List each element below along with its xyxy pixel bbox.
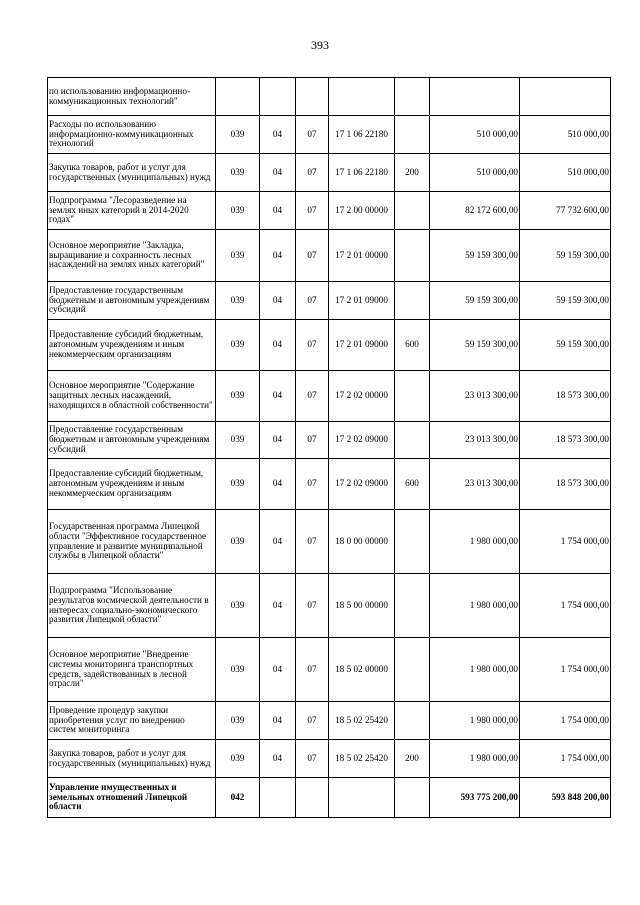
budget-table [47,77,611,818]
cell-sum-1: 1 980 000,00 [430,740,520,778]
table-row [48,282,611,320]
cell-pr: 07 [296,282,329,320]
cell-name: Расходы по использованию информационно-коммуникационных технологий [48,116,216,154]
cell-sum-2: 1 754 000,00 [520,740,611,778]
cell-csr: 17 2 01 00000 [329,230,395,282]
cell-ved: 039 [216,638,260,702]
cell-name: Управление имущественных и земельных отношений Липецкой области [48,778,216,818]
cell-vr [395,282,430,320]
cell-sum-2: 593 848 200,00 [520,778,611,818]
table-row [48,78,611,116]
cell-name: Основное мероприятие "Содержание защитных лесных насаждений, находящихся в областной собственности" [48,371,216,422]
cell-ved: 039 [216,371,260,422]
cell-ved: 039 [216,422,260,459]
cell-sum-1: 593 775 200,00 [430,778,520,818]
cell-rz: 04 [260,371,296,422]
cell-pr: 07 [296,320,329,371]
cell-sum-1: 59 159 300,00 [430,282,520,320]
cell-name: Предоставление государственным бюджетным и автономным учреждениям субсидий [48,282,216,320]
cell-ved: 039 [216,116,260,154]
cell-csr: 18 5 00 00000 [329,574,395,638]
table-row [48,371,611,422]
cell-ved: 039 [216,702,260,740]
cell-ved: 039 [216,320,260,371]
table-row [48,510,611,574]
cell-vr: 600 [395,459,430,510]
cell-vr [395,778,430,818]
cell-sum-2: 18 573 300,00 [520,371,611,422]
cell-ved: 039 [216,740,260,778]
cell-sum-1 [430,78,520,116]
cell-ved: 039 [216,574,260,638]
cell-rz: 04 [260,422,296,459]
cell-vr: 200 [395,740,430,778]
cell-rz: 04 [260,702,296,740]
cell-csr: 17 1 06 22180 [329,154,395,192]
cell-rz: 04 [260,192,296,230]
cell-name: Проведение процедур закупки приобретения услуг по внедрению систем мониторинга [48,702,216,740]
cell-pr: 07 [296,740,329,778]
cell-name: по использованию информационно-коммуникационных технологий" [48,78,216,116]
cell-csr: 17 2 01 09000 [329,282,395,320]
cell-csr: 18 0 00 00000 [329,510,395,574]
cell-rz: 04 [260,282,296,320]
cell-ved: 039 [216,192,260,230]
cell-vr [395,230,430,282]
cell-sum-2: 18 573 300,00 [520,422,611,459]
cell-rz: 04 [260,230,296,282]
cell-pr: 07 [296,422,329,459]
cell-rz: 04 [260,510,296,574]
cell-pr: 07 [296,192,329,230]
table-row [48,320,611,371]
cell-sum-2: 510 000,00 [520,154,611,192]
cell-vr [395,510,430,574]
cell-vr [395,638,430,702]
cell-pr: 07 [296,230,329,282]
cell-vr [395,574,430,638]
cell-name: Закупка товаров, работ и услуг для государственных (муниципальных) нужд [48,154,216,192]
cell-ved: 039 [216,282,260,320]
cell-ved: 039 [216,459,260,510]
cell-name: Основное мероприятие "Внедрение системы мониторинга транспортных средств, задействованных в лесной отрасли" [48,638,216,702]
cell-sum-2: 1 754 000,00 [520,510,611,574]
cell-name: Закупка товаров, работ и услуг для государственных (муниципальных) нужд [48,740,216,778]
cell-rz: 04 [260,638,296,702]
table-row [48,230,611,282]
cell-csr: 17 2 02 09000 [329,422,395,459]
budget-table-body [48,78,611,818]
cell-ved: 039 [216,230,260,282]
page-number: 393 [311,38,329,52]
table-row [48,422,611,459]
cell-vr: 200 [395,154,430,192]
cell-csr: 18 5 02 25420 [329,740,395,778]
cell-vr [395,78,430,116]
cell-sum-1: 59 159 300,00 [430,230,520,282]
cell-sum-2: 18 573 300,00 [520,459,611,510]
table-row [48,459,611,510]
cell-sum-1: 1 980 000,00 [430,510,520,574]
table-row [48,154,611,192]
cell-pr: 07 [296,702,329,740]
cell-sum-1: 23 013 300,00 [430,371,520,422]
cell-sum-2: 59 159 300,00 [520,320,611,371]
cell-rz [260,78,296,116]
cell-rz: 04 [260,459,296,510]
cell-name: Основное мероприятие "Закладка, выращивание и сохранность лесных насаждений на землях иных категорий" [48,230,216,282]
cell-sum-2: 1 754 000,00 [520,638,611,702]
cell-sum-1: 510 000,00 [430,154,520,192]
cell-sum-1: 23 013 300,00 [430,422,520,459]
cell-name: Подпрограмма "Лесоразведение на землях иных категорий в 2014-2020 годах" [48,192,216,230]
cell-sum-1: 23 013 300,00 [430,459,520,510]
table-row [48,702,611,740]
cell-sum-2: 77 732 600,00 [520,192,611,230]
cell-rz: 04 [260,320,296,371]
cell-rz: 04 [260,116,296,154]
cell-pr: 07 [296,154,329,192]
cell-rz: 04 [260,574,296,638]
cell-csr [329,78,395,116]
cell-sum-1: 1 980 000,00 [430,702,520,740]
cell-sum-1: 59 159 300,00 [430,320,520,371]
cell-vr [395,116,430,154]
cell-sum-2: 510 000,00 [520,116,611,154]
cell-name: Предоставление государственным бюджетным и автономным учреждениям субсидий [48,422,216,459]
cell-name: Предоставление субсидий бюджетным, автономным учреждениям и иным некоммерческим организациям [48,459,216,510]
cell-vr [395,371,430,422]
cell-pr: 07 [296,371,329,422]
cell-name: Предоставление субсидий бюджетным, автономным учреждениям и иным некоммерческим организациям [48,320,216,371]
cell-sum-2: 1 754 000,00 [520,702,611,740]
table-row [48,574,611,638]
cell-rz: 04 [260,740,296,778]
cell-csr: 17 2 02 09000 [329,459,395,510]
cell-name: Подпрограмма "Использование результатов космической деятельности в интересах социально-экономического развития Липецкой области" [48,574,216,638]
cell-ved: 042 [216,778,260,818]
cell-name: Государственная программа Липецкой области "Эффективное государственное управление и развитие муниципальной службы в Липецкой области" [48,510,216,574]
table-row [48,116,611,154]
cell-sum-2 [520,78,611,116]
cell-pr: 07 [296,574,329,638]
cell-sum-1: 82 172 600,00 [430,192,520,230]
cell-csr: 17 1 06 22180 [329,116,395,154]
cell-ved [216,78,260,116]
cell-csr: 18 5 02 00000 [329,638,395,702]
cell-sum-1: 510 000,00 [430,116,520,154]
cell-pr: 07 [296,459,329,510]
cell-pr [296,78,329,116]
cell-vr [395,422,430,459]
cell-pr: 07 [296,116,329,154]
cell-pr: 07 [296,638,329,702]
cell-sum-2: 59 159 300,00 [520,282,611,320]
cell-sum-1: 1 980 000,00 [430,638,520,702]
cell-pr: 07 [296,510,329,574]
cell-ved: 039 [216,510,260,574]
cell-pr [296,778,329,818]
cell-sum-1: 1 980 000,00 [430,574,520,638]
table-row [48,638,611,702]
cell-rz: 04 [260,154,296,192]
cell-vr: 600 [395,320,430,371]
table-row [48,778,611,818]
cell-csr: 18 5 02 25420 [329,702,395,740]
cell-csr: 17 2 01 09000 [329,320,395,371]
cell-csr [329,778,395,818]
cell-vr [395,702,430,740]
cell-csr: 17 2 00 00000 [329,192,395,230]
table-row [48,192,611,230]
cell-sum-2: 59 159 300,00 [520,230,611,282]
table-row [48,740,611,778]
cell-vr [395,192,430,230]
cell-ved: 039 [216,154,260,192]
cell-csr: 17 2 02 00000 [329,371,395,422]
cell-sum-2: 1 754 000,00 [520,574,611,638]
cell-rz [260,778,296,818]
